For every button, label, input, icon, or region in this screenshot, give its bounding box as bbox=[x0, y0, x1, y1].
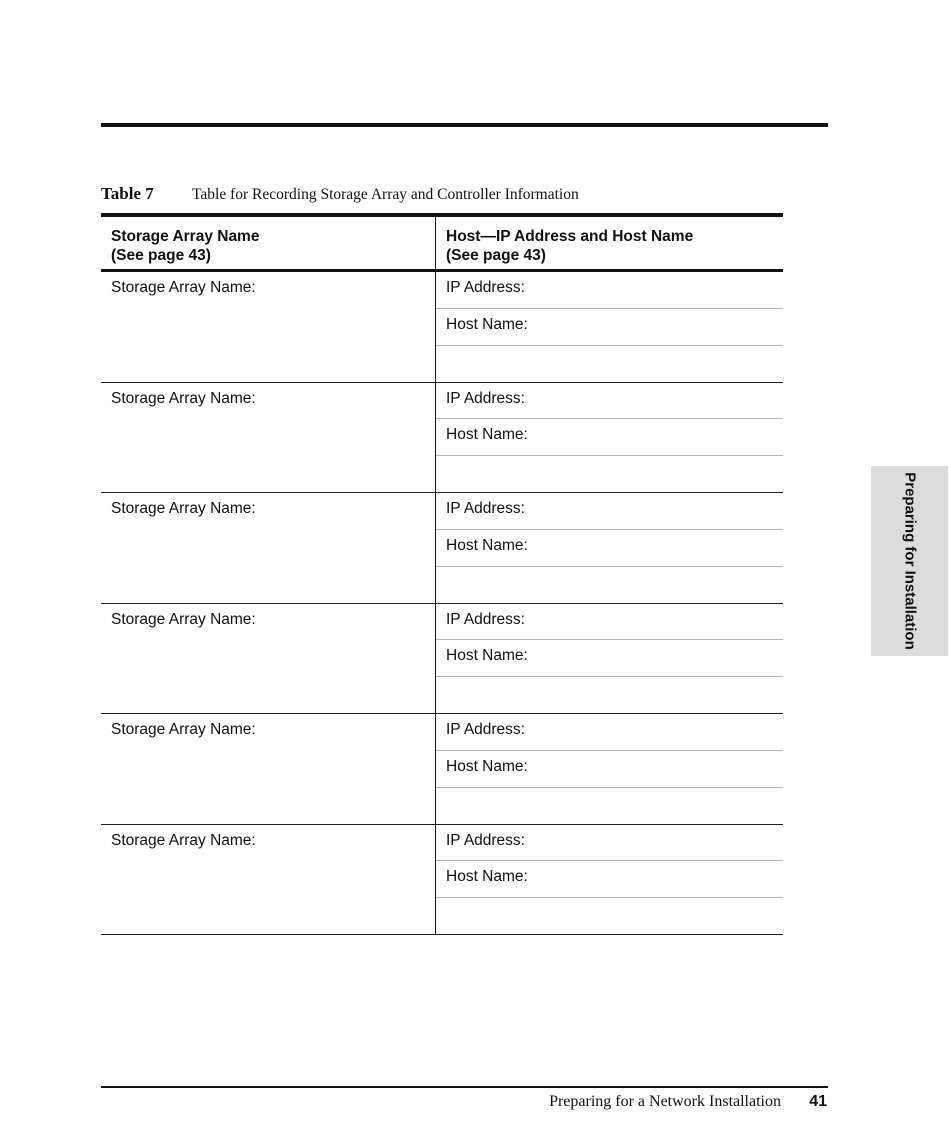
host-name-field[interactable]: Host Name: bbox=[436, 751, 783, 788]
blank-field[interactable] bbox=[436, 898, 783, 934]
table-caption-title: Table for Recording Storage Array and Controller Information bbox=[192, 186, 579, 203]
host-name-field[interactable]: Host Name: bbox=[436, 419, 783, 456]
header-storage-array-name bbox=[101, 217, 436, 269]
header-host-ip bbox=[436, 217, 783, 269]
table-caption bbox=[101, 184, 579, 204]
blank-field[interactable] bbox=[436, 346, 783, 382]
table-row bbox=[101, 493, 783, 604]
host-name-field[interactable]: Host Name: bbox=[436, 309, 783, 346]
host-info-cell bbox=[436, 825, 783, 935]
storage-array-name-cell[interactable]: Storage Array Name: bbox=[101, 272, 436, 382]
host-info-cell bbox=[436, 493, 783, 603]
table-row bbox=[101, 825, 783, 936]
host-name-field[interactable]: Host Name: bbox=[436, 861, 783, 898]
storage-array-name-cell[interactable]: Storage Array Name: bbox=[101, 825, 436, 935]
blank-field[interactable] bbox=[436, 567, 783, 603]
header-host-line1: Host—IP Address and Host Name bbox=[446, 228, 694, 245]
table-row bbox=[101, 383, 783, 494]
host-info-cell bbox=[436, 604, 783, 714]
recording-table bbox=[101, 213, 783, 935]
ip-address-field[interactable]: IP Address: bbox=[436, 383, 783, 420]
table-row bbox=[101, 272, 783, 383]
blank-field[interactable] bbox=[436, 677, 783, 713]
ip-address-field[interactable]: IP Address: bbox=[436, 493, 783, 530]
host-info-cell bbox=[436, 383, 783, 493]
host-info-cell bbox=[436, 272, 783, 382]
header-storage-line2: (See page 43) bbox=[111, 247, 211, 264]
table-caption-label: Table 7 bbox=[101, 184, 154, 203]
header-host-line2: (See page 43) bbox=[446, 247, 546, 264]
blank-field[interactable] bbox=[436, 788, 783, 824]
storage-array-name-cell[interactable]: Storage Array Name: bbox=[101, 383, 436, 493]
footer-title: Preparing for a Network Installation bbox=[549, 1093, 781, 1110]
table-row bbox=[101, 714, 783, 825]
host-info-cell bbox=[436, 714, 783, 824]
ip-address-field[interactable]: IP Address: bbox=[436, 604, 783, 641]
header-storage-line1: Storage Array Name bbox=[111, 228, 260, 245]
ip-address-field[interactable]: IP Address: bbox=[436, 825, 783, 862]
table-header bbox=[101, 213, 783, 272]
ip-address-field[interactable]: IP Address: bbox=[436, 272, 783, 309]
table-row bbox=[101, 604, 783, 715]
storage-array-name-cell[interactable]: Storage Array Name: bbox=[101, 714, 436, 824]
top-rule bbox=[101, 123, 828, 127]
ip-address-field[interactable]: IP Address: bbox=[436, 714, 783, 751]
page-number: 41 bbox=[809, 1093, 827, 1110]
storage-array-name-cell[interactable]: Storage Array Name: bbox=[101, 604, 436, 714]
storage-array-name-cell[interactable]: Storage Array Name: bbox=[101, 493, 436, 603]
host-name-field[interactable]: Host Name: bbox=[436, 530, 783, 567]
blank-field[interactable] bbox=[436, 456, 783, 492]
host-name-field[interactable]: Host Name: bbox=[436, 640, 783, 677]
chapter-side-tab-label: Preparing for Installation bbox=[901, 472, 918, 650]
bottom-rule bbox=[101, 1086, 828, 1088]
chapter-side-tab bbox=[871, 466, 948, 656]
